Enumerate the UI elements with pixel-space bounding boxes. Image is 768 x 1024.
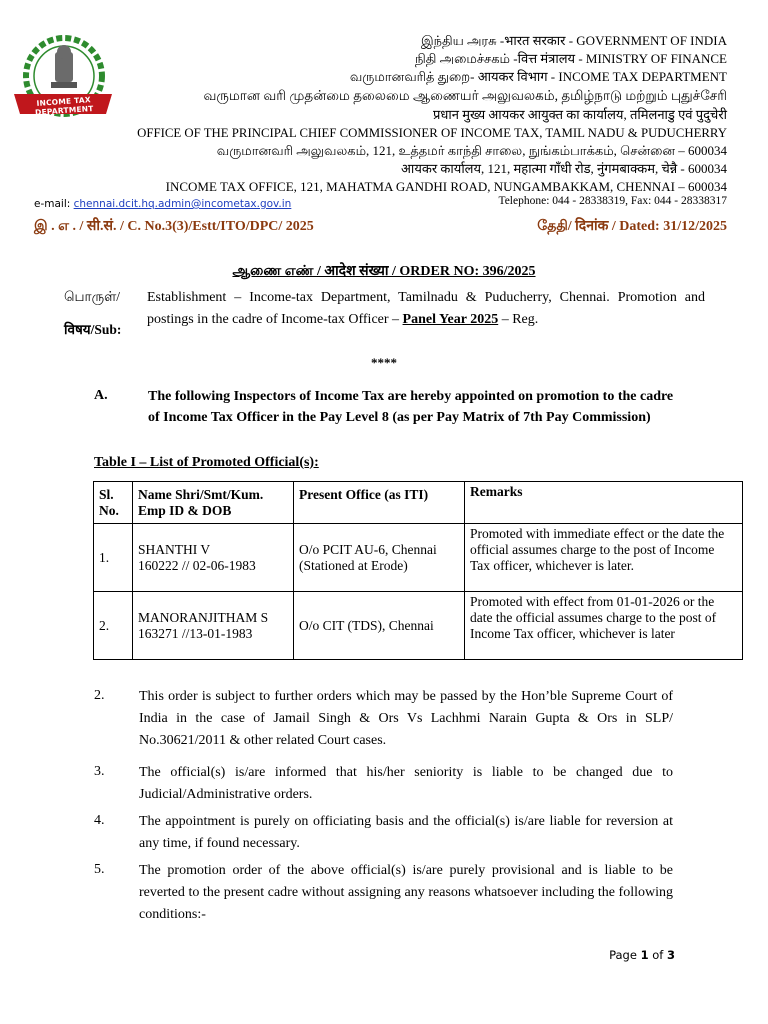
income-tax-logo bbox=[8, 28, 118, 128]
header-line-6: OFFICE OF THE PRINCIPAL CHIEF COMMISSIONER OF INCOME TAX, TAMIL NADU & PUDUCHERRY bbox=[137, 126, 727, 140]
subject-label-1: பொருள்/ bbox=[64, 289, 121, 304]
subject-text-end: – Reg. bbox=[498, 312, 539, 327]
header-line-8: आयकर कार्यालय, 121, महात्मा गाँधी रोड, नुंगमबाक्कम, चेन्नै - 600034 bbox=[401, 161, 727, 176]
separator-stars: **** bbox=[371, 355, 397, 370]
row-office: O/o CIT (TDS), Chennai bbox=[294, 592, 465, 660]
para-3-number: 3. bbox=[94, 764, 105, 779]
header-sl: Sl. No. bbox=[94, 482, 133, 524]
promoted-officials-table bbox=[93, 481, 743, 660]
table-row bbox=[94, 592, 743, 660]
table-header-row bbox=[94, 482, 743, 524]
row-name-cell bbox=[133, 524, 294, 592]
table-caption: Table I – List of Promoted Official(s): bbox=[94, 455, 319, 470]
para-5-number: 5. bbox=[94, 862, 105, 877]
row-id-dob: 160222 // 02-06-1983 bbox=[138, 557, 256, 573]
para-4-number: 4. bbox=[94, 813, 105, 828]
header-line-3: வருமானவரித் துறை- आयकर विभाग - INCOME TAX DEPARTMENT bbox=[349, 69, 727, 84]
header-line-2: நிதி அமைச்சகம் -वित्त मंत्रालय - MINISTRY OF FINANCE bbox=[414, 51, 727, 66]
header-line-5: प्रधान मुख्य आयकर आयुक्त का कार्यालय, तमिलनाडु एवं पुदुचेरी bbox=[433, 107, 727, 122]
panel-year: Panel Year 2025 bbox=[402, 312, 499, 327]
para-4-text: The appointment is purely on officiating basis and the official(s) is/are liable for reversion at any time, if found necessary. bbox=[139, 814, 673, 851]
reference-number: இ . எ . / सी.सं. / C. No.3(3)/Estt/ITO/DPC/ 2025 bbox=[34, 219, 314, 234]
order-date: தேதி/ दिनांक / Dated: 31/12/2025 bbox=[537, 219, 727, 234]
header-line-4: வருமான வரி முதன்மை தலைமை ஆணையர் அலுவலகம், தமிழ்நாடு மற்றும் புதுச்சேரி bbox=[203, 88, 727, 103]
header-office: Present Office (as ITI) bbox=[294, 482, 465, 524]
header-line-7: வருமானவரி அலுவலகம், 121, உத்தமர் காந்தி சாலை, நுங்கம்பாக்கம், சென்னை – 600034 bbox=[216, 143, 727, 158]
row-remarks: Promoted with immediate effect or the date the official assumes charge to the post of Income Tax officer, whichever is later. bbox=[465, 524, 743, 592]
section-a-marker: A. bbox=[94, 388, 108, 403]
email-label: e-mail: bbox=[34, 198, 74, 210]
header-name: Name Shri/Smt/Kum. Emp ID & DOB bbox=[133, 482, 294, 524]
para-5-text: The promotion order of the above official(s) is/are purely provisional and is liable to be reverted to the present cadre without assigning any reasons whatsoever including the following conditions:- bbox=[139, 863, 673, 922]
page-of: of bbox=[648, 948, 667, 962]
email-link[interactable]: chennai.dcit.hq.admin@incometax.gov.in bbox=[73, 198, 292, 210]
page-total: 3 bbox=[666, 948, 675, 962]
row-id-dob: 163271 //13-01-1983 bbox=[138, 625, 253, 641]
row-name: SHANTHI V bbox=[138, 541, 211, 557]
telephone: Telephone: 044 - 28338319, Fax: 044 - 28338317 bbox=[498, 195, 727, 207]
order-number: ஆணை எண் / आदेश संख्या / ORDER NO: 396/2025 bbox=[232, 264, 536, 279]
para-2-number: 2. bbox=[94, 688, 105, 703]
subject-label-2: विषय/Sub: bbox=[64, 322, 122, 337]
row-sl: 1. bbox=[94, 524, 133, 592]
row-office: O/o PCIT AU-6, Chennai (Stationed at Erode) bbox=[294, 524, 465, 592]
row-remarks: Promoted with effect from 01-01-2026 or the date the official assumes charge to the post of Income Tax officer, whichever is later bbox=[465, 592, 743, 660]
logo-text: INCOME TAX DEPARTMENT bbox=[34, 95, 94, 118]
page-word: Page bbox=[609, 948, 641, 962]
row-name: MANORANJITHAM S bbox=[138, 609, 269, 625]
row-name-cell bbox=[133, 592, 294, 660]
header-line-9: INCOME TAX OFFICE, 121, MAHATMA GANDHI ROAD, NUNGAMBAKKAM, CHENNAI – 600034 bbox=[165, 179, 727, 194]
row-sl: 2. bbox=[94, 592, 133, 660]
email-row bbox=[34, 198, 291, 210]
page-current: 1 bbox=[640, 948, 649, 962]
para-3-text: The official(s) is/are informed that his/her seniority is liable to be changed due to Judicial/Administrative orders. bbox=[139, 765, 673, 802]
subject-text bbox=[147, 287, 705, 331]
section-a-text: The following Inspectors of Income Tax are hereby appointed on promotion to the cadre of Income Tax Officer in the Pay Level 8 (as per Pay Matrix of 7th Pay Commission) bbox=[148, 389, 674, 425]
subject-text-main: Establishment – Income-tax Department, Tamilnadu & Puducherry, Chennai. Promotion and postings in the cadre of Income-tax Officer – bbox=[147, 290, 705, 327]
para-2-text: This order is subject to further orders which may be passed by the Hon’ble Supreme Court of India in the case of Jamail Singh & Ors Vs Lachhmi Narain Gupta & Ors in SLP/ No.30621/2011 & other related Court cases. bbox=[139, 689, 673, 748]
page-number bbox=[609, 948, 675, 962]
header-line-1: இந்திய அரசு -भारत सरकार - GOVERNMENT OF INDIA bbox=[420, 33, 727, 48]
table-row bbox=[94, 524, 743, 592]
header-remarks: Remarks bbox=[465, 482, 743, 524]
